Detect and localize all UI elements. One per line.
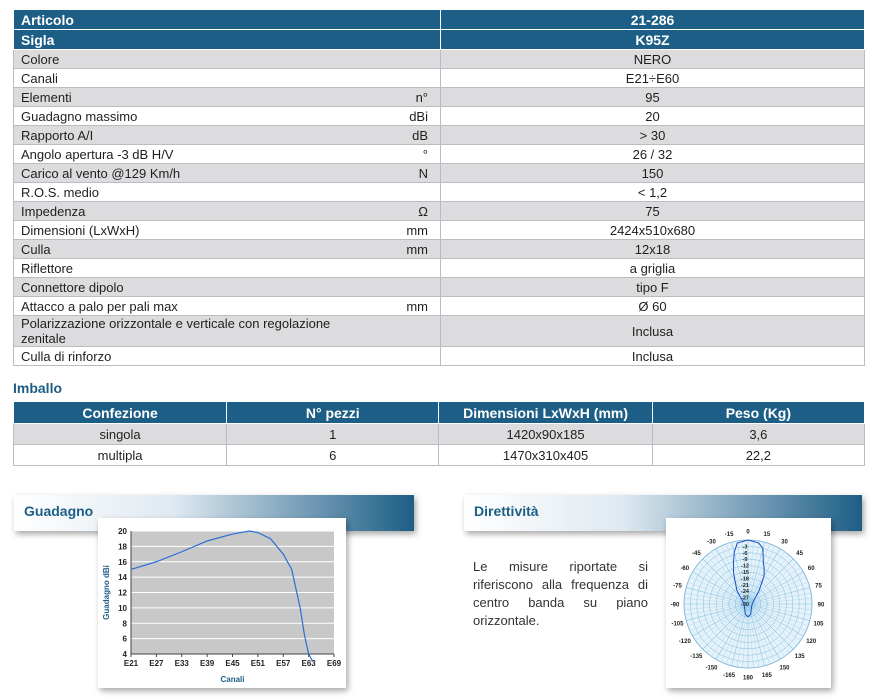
polar-angle-label: -150: [705, 665, 718, 672]
x-tick-label: E51: [250, 659, 265, 668]
imballo-cell: 1: [227, 424, 439, 445]
y-tick-label: 4: [122, 650, 127, 659]
spec-unit: mm: [371, 221, 441, 240]
spec-row: [14, 202, 865, 221]
direttivita-title: Direttività: [474, 503, 539, 519]
spec-label: Dimensioni (LxWxH): [14, 221, 372, 240]
spec-unit: [371, 347, 441, 366]
imballo-cell: singola: [14, 424, 227, 445]
x-tick-label: E63: [301, 659, 316, 668]
spec-label: Rapporto A/I: [14, 126, 372, 145]
spec-unit: Ω: [371, 202, 441, 221]
polar-angle-label: -90: [670, 602, 680, 609]
polar-angle-label: -75: [673, 583, 682, 590]
polar-angle-label: -105: [671, 621, 684, 628]
spec-value: 95: [441, 88, 865, 107]
spec-row: [14, 50, 865, 69]
spec-row: [14, 347, 865, 366]
imballo-header-cell: Peso (Kg): [652, 402, 864, 424]
spec-value: 150: [441, 164, 865, 183]
polar-radial-label: -24: [741, 589, 749, 596]
polar-radial-label: -3: [742, 544, 748, 551]
spec-unit: mm: [371, 297, 441, 316]
spec-value: 26 / 32: [441, 145, 865, 164]
y-tick-label: 10: [118, 603, 127, 613]
spec-value: tipo F: [441, 278, 865, 297]
polar-angle-label: -120: [678, 639, 691, 645]
spec-unit: °: [371, 145, 441, 164]
polar-angle-label: -30: [707, 539, 716, 546]
spec-value: 75: [441, 202, 865, 221]
polar-angle-label: -165: [723, 673, 736, 680]
spec-header-label: Sigla: [14, 30, 441, 50]
spec-value: 20: [441, 107, 865, 126]
spec-label: R.O.S. medio: [14, 183, 372, 202]
x-tick-label: E21: [123, 659, 139, 668]
imballo-row: [14, 424, 865, 445]
spec-unit: mm: [371, 240, 441, 259]
spec-unit: [371, 50, 441, 69]
polar-angle-label: 75: [815, 583, 822, 590]
spec-value: NERO: [441, 50, 865, 69]
polar-angle-label: -15: [724, 531, 734, 538]
imballo-cell: 1420x90x185: [439, 424, 652, 445]
spec-header-row: [14, 10, 865, 30]
spec-label: Canali: [14, 69, 372, 88]
polar-radial-label: -12: [741, 563, 749, 570]
spec-unit: dB: [371, 126, 441, 145]
polar-angle-label: 135: [794, 654, 805, 661]
spec-label: Elementi: [14, 88, 372, 107]
spec-unit: [371, 278, 441, 297]
polar-radial-label: -15: [741, 570, 749, 576]
imballo-header-cell: Dimensioni LxWxH (mm): [439, 402, 652, 424]
spec-value: 12x18: [441, 240, 865, 259]
polar-angle-label: -45: [692, 550, 701, 557]
spec-label: Riflettore: [14, 259, 372, 278]
imballo-cell: 3,6: [652, 424, 864, 445]
spec-row: [14, 126, 865, 145]
spec-label: Connettore dipolo: [14, 278, 372, 297]
polar-angle-label: -135: [690, 654, 703, 661]
polar-angle-label: 120: [806, 639, 817, 645]
y-tick-label: 6: [122, 634, 127, 644]
spec-value: Inclusa: [441, 347, 865, 366]
spec-label: Polarizzazione orizzontale e verticale con regolazione zenitale: [14, 316, 372, 347]
imballo-cell: 22,2: [652, 445, 864, 466]
polar-angle-label: -60: [680, 566, 690, 572]
x-tick-label: E27: [149, 659, 164, 668]
spec-unit: [371, 69, 441, 88]
spec-unit: n°: [371, 88, 441, 107]
imballo-header-cell: Confezione: [14, 402, 227, 424]
spec-label: Impedenza: [14, 202, 372, 221]
spec-unit: [371, 183, 441, 202]
spec-row: [14, 221, 865, 240]
spec-value: Ø 60: [441, 297, 865, 316]
imballo-table: [13, 401, 865, 466]
imballo-header-cell: N° pezzi: [227, 402, 439, 424]
spec-header-label: Articolo: [14, 10, 441, 30]
polar-angle-label: 30: [781, 539, 788, 546]
spec-label: Attacco a palo per pali max: [14, 297, 372, 316]
spec-row: [14, 259, 865, 278]
polar-angle-label: 45: [796, 550, 803, 557]
gain-chart: [98, 518, 346, 688]
imballo-cell: 6: [227, 445, 439, 466]
spec-row: [14, 183, 865, 202]
spec-row: [14, 145, 865, 164]
polar-radial-label: -6: [742, 550, 748, 557]
polar-angle-label: 15: [763, 531, 771, 538]
spec-row: [14, 164, 865, 183]
spec-unit: N: [371, 164, 441, 183]
spec-label: Angolo apertura -3 dB H/V: [14, 145, 372, 164]
polar-angle-label: 0: [746, 529, 750, 536]
spec-value: > 30: [441, 126, 865, 145]
spec-row: [14, 88, 865, 107]
spec-row: [14, 297, 865, 316]
y-axis-label: Guadagno dBi: [102, 565, 111, 620]
y-tick-label: 14: [118, 573, 127, 583]
spec-row: [14, 240, 865, 259]
polar-chart: [666, 518, 831, 688]
polar-angle-label: 165: [761, 673, 772, 680]
polar-radial-label: -21: [741, 582, 749, 589]
spec-table: [13, 9, 865, 366]
x-tick-label: E39: [200, 659, 215, 668]
y-tick-label: 12: [118, 588, 127, 598]
spec-unit: [371, 316, 441, 347]
gain-chart-panel: [98, 518, 346, 688]
spec-value: E21÷E60: [441, 69, 865, 88]
imballo-cell: multipla: [14, 445, 227, 466]
y-tick-label: 16: [118, 557, 127, 567]
x-tick-label: E69: [326, 659, 342, 668]
polar-radial-label: -18: [741, 576, 749, 583]
imballo-header-row: [14, 402, 865, 424]
x-tick-label: E57: [276, 659, 291, 668]
polar-angle-label: 90: [817, 602, 825, 609]
spec-header-value: K95Z: [441, 30, 865, 50]
x-tick-label: E45: [225, 659, 240, 668]
spec-unit: [371, 259, 441, 278]
y-tick-label: 20: [118, 527, 127, 536]
imballo-title: Imballo: [13, 380, 63, 396]
spec-label: Colore: [14, 50, 372, 69]
polar-radial-label: -9: [742, 557, 748, 564]
y-tick-label: 18: [118, 542, 127, 552]
spec-header-row: [14, 30, 865, 50]
x-axis-label: Canali: [220, 675, 245, 684]
spec-value: Inclusa: [441, 316, 865, 347]
x-tick-label: E33: [174, 659, 189, 668]
spec-unit: dBi: [371, 107, 441, 126]
polar-radial-label: -30: [741, 602, 749, 608]
spec-row: [14, 69, 865, 88]
imballo-cell: 1470x310x405: [439, 445, 652, 466]
polar-chart-panel: [666, 518, 831, 688]
y-tick-label: 8: [122, 619, 127, 629]
imballo-row: [14, 445, 865, 466]
polar-angle-label: 105: [813, 621, 824, 628]
spec-value: a griglia: [441, 259, 865, 278]
spec-row: [14, 316, 865, 347]
guadagno-title: Guadagno: [24, 503, 94, 519]
spec-row: [14, 278, 865, 297]
spec-label: Culla di rinforzo: [14, 347, 372, 366]
spec-value: 2424x510x680: [441, 221, 865, 240]
polar-angle-label: 60: [807, 566, 815, 572]
spec-header-value: 21-286: [441, 10, 865, 30]
spec-label: Culla: [14, 240, 372, 259]
direttivita-description: Le misure riportate si riferiscono alla frequenza di centro banda su piano orizzontale.: [473, 559, 648, 628]
spec-label: Carico al vento @129 Km/h: [14, 164, 372, 183]
spec-value: < 1,2: [441, 183, 865, 202]
polar-radial-label: -27: [741, 595, 749, 602]
spec-label: Guadagno massimo: [14, 107, 372, 126]
polar-angle-label: 180: [742, 675, 754, 682]
spec-row: [14, 107, 865, 126]
polar-angle-label: 150: [779, 665, 790, 672]
